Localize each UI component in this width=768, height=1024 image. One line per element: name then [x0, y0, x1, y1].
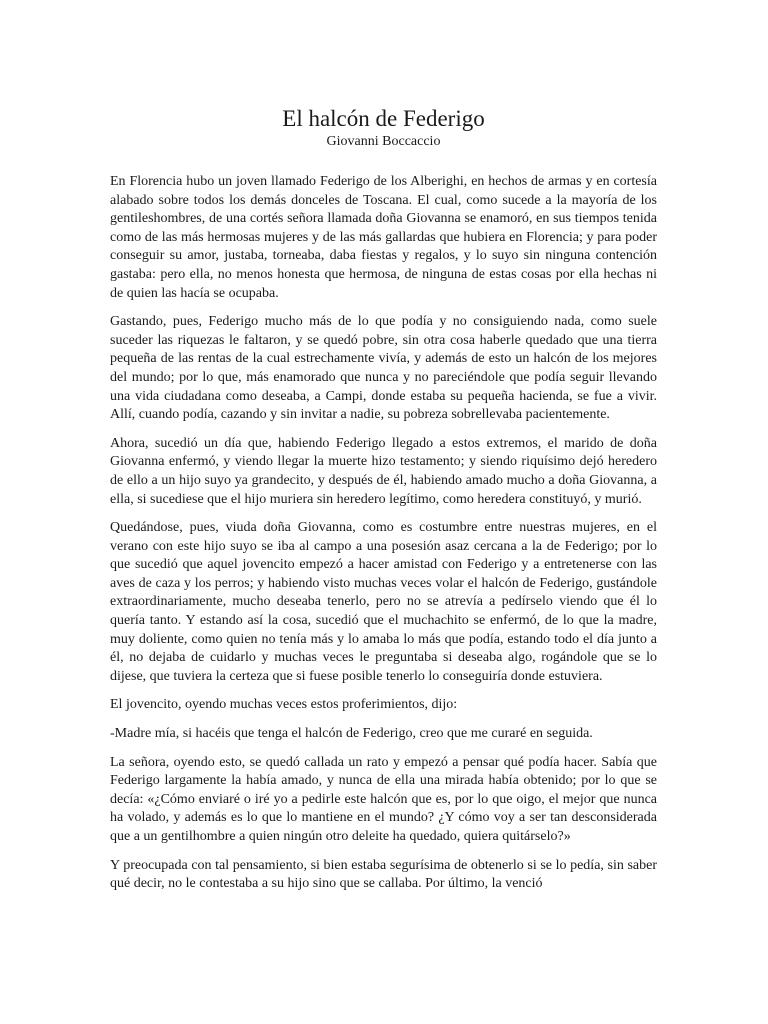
paragraph: La señora, oyendo esto, se quedó callada un rato y empezó a pensar qué podía hacer. Sabía que Federigo largamente la había amado, y nunca de ella una mirada había obtenido; por lo que se decía: «¿Cómo enviaré o iré yo a pedirle este halcón que es, por lo que oigo, el mejor que nunca ha volado, y además es lo que lo mantiene en el mundo? ¿Y cómo voy a ser tan desconsiderada que a un gentilhombre a quien ningún otro deleite ha quedado, quiera quitárselo?»: [110, 754, 657, 844]
document-page: [110, 105, 657, 904]
paragraph: Quedándose, pues, viuda doña Giovanna, como es costumbre entre nuestras mujeres, en el verano con este hijo suyo se iba al campo a una posesión asaz cercana a la de Federigo; por lo que sucedió que aquel jovencito empezó a hacer amistad con Federigo y a entretenerse con las aves de caza y los perros; y habiendo visto muchas veces volar el halcón de Federigo, gustándole extraordinariamente, mucho deseaba tenerlo, pero no se atrevía a pedírselo viendo que él lo quería tanto. Y estando así la cosa, sucedió que el muchachito se enfermó, de lo que la madre, muy doliente, como quien no tenía más y lo amaba lo más que podía, estando todo el día junto a él, no dejaba de cuidarlo y muchas veces le preguntaba si deseaba algo, rogándole que se lo dijese, que tuviera la certeza que si fuese posible tenerlo lo conseguiría donde estuviera.: [110, 520, 657, 684]
paragraph: Gastando, pues, Federigo mucho más de lo que podía y no consiguiendo nada, como suele suceder las riquezas le faltaron, y se quedó pobre, sin otra cosa haberle quedado que una tierra pequeña de las rentas de la cual estrechamente vivía, y además de esto un halcón de los mejores del mundo; por lo que, más enamorado que nunca y no pareciéndole que podía seguir llevando una vida ciudadana como deseaba, a Campi, donde estaba su pequeña hacienda, se fue a vivir. Allí, cuando podía, cazando y sin invitar a nadie, su pobreza sobrellevaba pacientemente.: [110, 314, 657, 423]
paragraph: Y preocupada con tal pensamiento, si bien estaba segurísima de obtenerlo si se lo pedía, sin saber qué decir, no le contestaba a su hijo sino que se callaba. Por último, la venció: [110, 857, 657, 892]
paragraph: Ahora, sucedió un día que, habiendo Federigo llegado a estos extremos, el marido de doña Giovanna enfermó, y viendo llegar la muerte hizo testamento; y siendo riquísimo dejó heredero de ello a un hijo suyo ya grandecito, y después de él, habiendo amado mucho a doña Giovanna, a ella, si sucediese que el hijo muriera sin heredero legítimo, como heredera constituyó, y murió.: [110, 435, 657, 507]
document-title: El halcón de Federigo: [282, 106, 485, 131]
document-body: [110, 173, 657, 894]
paragraph: En Florencia hubo un joven llamado Federigo de los Alberighi, en hechos de armas y en cortesía alabado sobre todos los demás donceles de Toscana. El cual, como sucede a la mayoría de los gentileshombres, de una cortés señora llamada doña Giovanna se enamoró, en sus tiempos tenida como de las más hermosas mujeres y de las más gallardas que hubiera en Florencia; y para poder conseguir su amor, justaba, torneaba, daba fiestas y regalos, y lo suyo sin ninguna contención gastaba: pero ella, no menos honesta que hermosa, de ninguna de estas cosas por ella hechas ni de quien las hacía se ocupaba.: [110, 174, 657, 301]
document-author: Giovanni Boccaccio: [326, 134, 441, 149]
paragraph: -Madre mía, si hacéis que tenga el halcón de Federigo, creo que me curaré en seguida.: [110, 726, 593, 742]
paragraph: El jovencito, oyendo muchas veces estos proferimientos, dijo:: [110, 697, 458, 713]
